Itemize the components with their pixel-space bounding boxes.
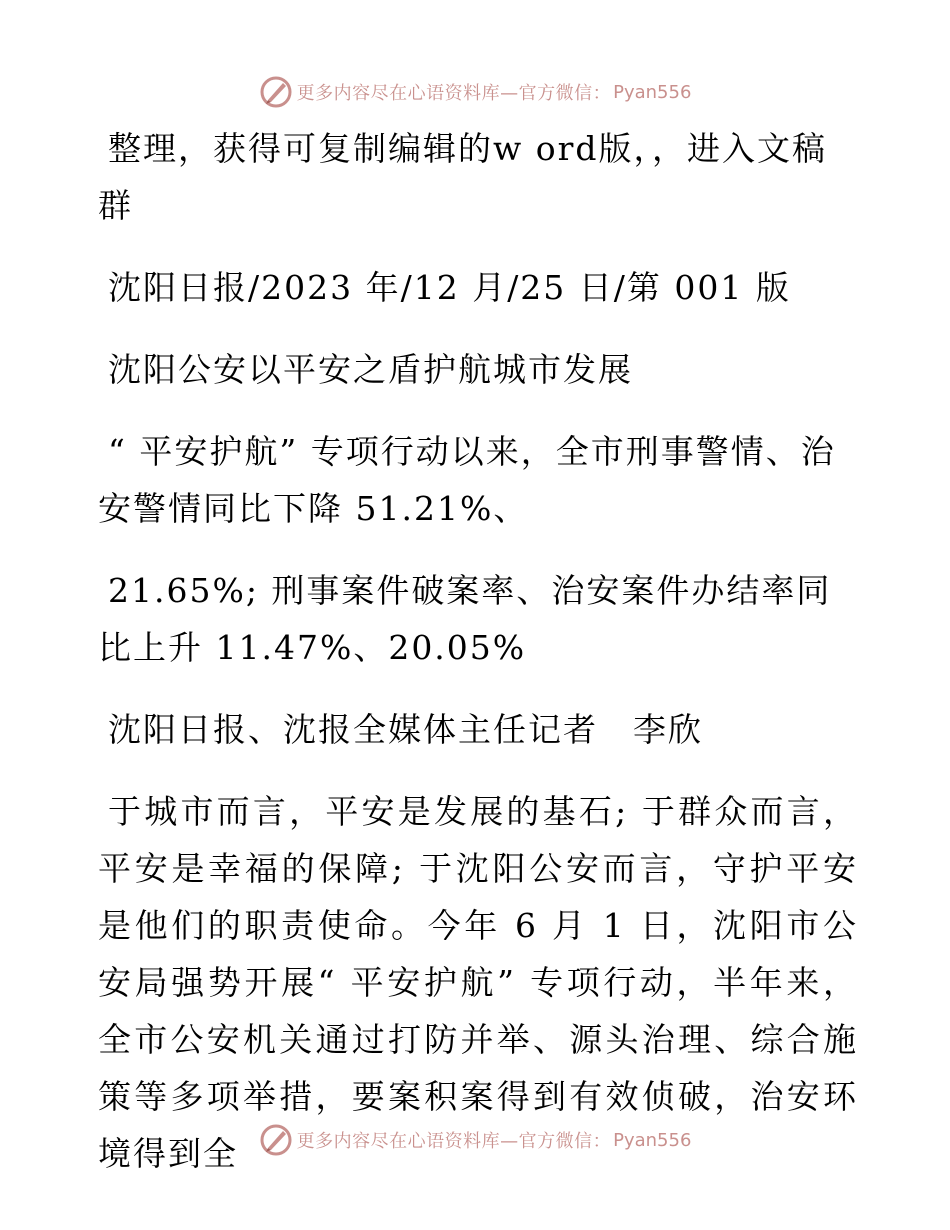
subtitle-stats-2: 21.65%; 刑事案件破案率、治安案件办结率同比上升 11.47%、20.05% (98, 571, 832, 667)
footer-watermark (0, 1120, 950, 1160)
pen-logo-icon (259, 1123, 293, 1157)
source-line: 沈阳日报/2023 年/12 月/25 日/第 001 版 (108, 268, 791, 307)
header-watermark (0, 72, 950, 112)
intro-paragraph: 整理，获得可复制编辑的w ord版，，进入文稿群 (98, 129, 828, 225)
article-title: 沈阳公安以平安之盾护航城市发展 (108, 350, 633, 389)
byline: 沈阳日报、沈报全媒体主任记者 李欣 (108, 710, 703, 749)
document-body (98, 120, 858, 1207)
watermark-wechat-id: Pyan556 (613, 1129, 692, 1151)
body-paragraph: 于城市而言，平安是发展的基石; 于群众而言，平安是幸福的保障; 于沈阳公安而言，守护平安是他们的职责使命。今年 6 月 1 日，沈阳市公安局强势开展“ 平安护航” 专项行动，半年来，全市公安机关通过打防并举、源头治理、综合施策等多项举措，要案积案得到有效侦破，治安环境得到全 (98, 792, 858, 1173)
subtitle-stats-1: “ 平安护航” 专项行动以来，全市刑事警情、治安警情同比下降 51.21%、 (98, 432, 836, 528)
watermark-wechat-id: Pyan556 (613, 81, 692, 103)
watermark-text: 更多内容尽在心语资料库—官方微信： (296, 83, 612, 104)
pen-logo-icon (259, 75, 293, 109)
watermark-text: 更多内容尽在心语资料库—官方微信： (296, 1131, 612, 1152)
